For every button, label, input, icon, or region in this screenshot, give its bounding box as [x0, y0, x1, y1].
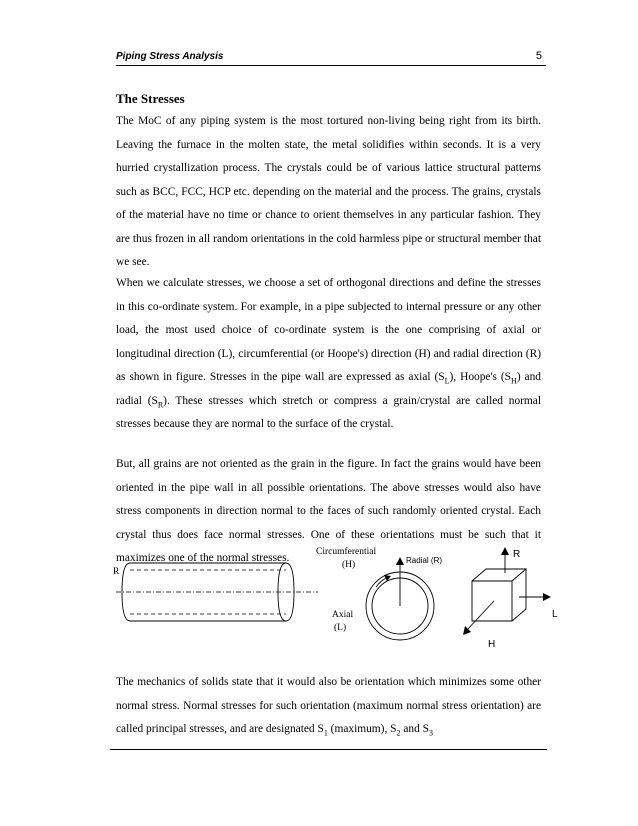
pipe-label-r: R [113, 567, 120, 577]
cube-l-arrowhead [543, 593, 551, 601]
subscript-h: H [511, 376, 517, 386]
cube-label-r: R [513, 549, 521, 560]
axial-label: Axial [332, 610, 354, 620]
paragraph-4-text-b: (maximum), S [327, 723, 397, 735]
page-header [116, 47, 546, 66]
paragraph-2-text-b: ), Hoope's (S [449, 371, 512, 383]
radial-arrowhead [396, 557, 404, 565]
footer-rule [110, 749, 547, 750]
paragraph-4-text-c: and S [400, 723, 429, 735]
subscript-l: L [444, 376, 450, 386]
cube-label-h: H [488, 639, 496, 650]
cube-label-l: L [552, 609, 558, 620]
cube-diagram [463, 547, 558, 650]
paragraph-2-text-a: When we calculate stresses, we choose a set of orthogonal directions and define the stresses in this co-ordinate system. For example, in a pipe subjected to internal pressure or any other load, the most used choice of co-ordinate system is the one comprising of axial or longitudinal direction (L), circumferential (or Hoope's) direction (H) and radial direction (R) as shown in figure. Stresses in the pipe wall are expressed as axial (S [116, 277, 541, 383]
circumferential-label: Circumferential [316, 547, 377, 557]
cube-h-arrow [466, 601, 494, 631]
radial-label: Radial (R) [406, 556, 443, 565]
cube-top [472, 569, 526, 581]
paragraph-2 [116, 272, 541, 437]
stress-direction-figure [110, 543, 570, 655]
subscript-3: 3 [428, 728, 433, 738]
paragraph-3: But, all grains are not oriented as the grain in the figure. In fact the grains would have been oriented in the pipe wall in all possible orientations. The above stresses would also have stress components in direction normal to the faces of such randomly oriented crystal. Each crystal thus does face normal stresses. One of these orientations must be such that it maximizes one of the normal stresses. [116, 458, 541, 564]
circumferential-h-label: (H) [342, 560, 356, 570]
paragraph-1: The MoC of any piping system is the most tortured non-living being right from its birth. Leaving the furnace in the molten state, the metal solidifies within seconds. It is a very hurried crystallization process. The crystals could be of various lattice structural patterns such as BCC, FCC, HCP etc. depending on the material and the process. The grains, crystals of the material have no time or chance to orient themselves in any particular fashion. They are thus frozen in all random orientations in the cold harmless pipe or structural member that we see. [116, 115, 541, 268]
cube-r-arrowhead [501, 547, 509, 555]
page-number: 5 [535, 50, 542, 62]
paragraph-4-text-a: The mechanics of solids state that it would also be orientation which minimizes some other normal stress. Normal stresses for such orientation (maximum normal stress orientation) are called principal stresses, and are designated S [116, 676, 541, 735]
axial-l-label: (L) [334, 623, 347, 633]
paragraph-2-text-d: ). These stresses which stretch or compress a grain/crystal are called normal stresses because they are normal to the surface of the crystal. [116, 394, 542, 430]
section-heading: The Stresses [116, 91, 185, 106]
header-title: Piping Stress Analysis [116, 51, 224, 62]
pipe-diagram [113, 563, 318, 621]
cube-front [472, 581, 512, 621]
subscript-1: 1 [323, 728, 328, 738]
cube-side [512, 569, 526, 621]
paragraph-2-text-c: ) and radial (S [116, 371, 541, 407]
subscript-r: R [157, 399, 164, 409]
paragraph-4 [116, 671, 541, 742]
subscript-2: 2 [396, 728, 401, 738]
